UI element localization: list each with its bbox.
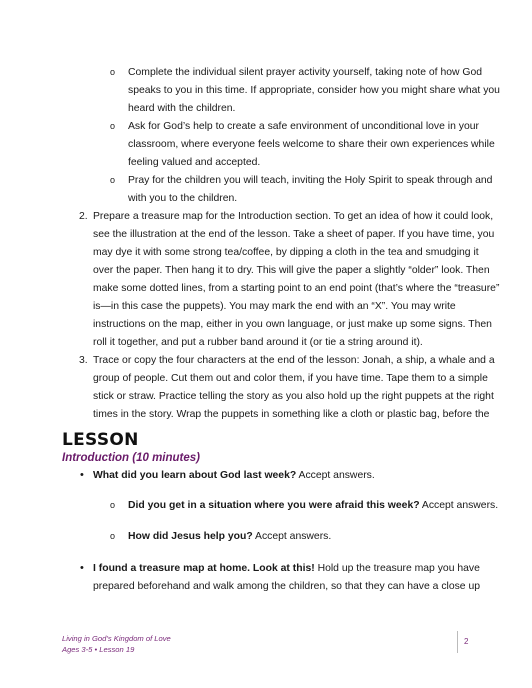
question-rest: Accept answers. <box>252 531 332 542</box>
sub-bullet-marker: o <box>110 531 116 541</box>
question-bold: I found a treasure map at home. Look at this! <box>93 563 315 574</box>
section-subheading: Introduction (10 minutes) <box>62 452 200 464</box>
footer-divider <box>457 631 458 653</box>
question-bold: Did you get in a situation where you were afraid this week? <box>128 500 420 511</box>
sub-bullet-marker: o <box>110 121 116 131</box>
sub-bullet-text: Ask for God’s help to create a safe environment of unconditional love in your <box>128 121 479 132</box>
bullet-marker: • <box>80 469 84 481</box>
section-heading: LESSON <box>62 430 139 450</box>
list-item-text: roll it together, and put a rubber band around it (or tie a string around it). <box>93 337 423 348</box>
question-bold: What did you learn about God last week? <box>93 470 297 481</box>
sub-bullet-text: heard with the children. <box>128 103 236 114</box>
footer-subtitle: Ages 3-5 • Lesson 19 <box>62 645 135 654</box>
list-item-text: over the paper. Then hang it to dry. This will give the paper a slightly “older” look. Then <box>93 265 490 276</box>
sub-bullet-text: speaks to you in this time. If appropriate, consider how you might share what you <box>128 85 500 96</box>
lesson-text: prepared beforehand and walk among the children, so that they can have a close up <box>93 581 481 592</box>
question-rest: Hold up the treasure map you have <box>314 563 480 574</box>
sub-bullet-marker: o <box>110 67 116 77</box>
lesson-question <box>128 499 498 512</box>
list-number: 2. <box>79 211 88 222</box>
sub-bullet-text: Pray for the children you will teach, inviting the Holy Spirit to speak through and <box>128 175 493 186</box>
list-item-text: instructions on the map, either in you own language, or just make up some signs. Then <box>93 319 492 330</box>
lesson-question <box>128 530 331 543</box>
list-item-text: make some dotted lines, from a starting point to an end point (that’s where the “treasure” <box>93 283 500 294</box>
list-item-text: see the illustration at the end of the lesson. Take a sheet of paper. If you have time, you <box>93 229 495 240</box>
list-item-text: is—in this case the puppets). You may mark the end with an “X”. You may write <box>93 301 456 312</box>
question-bold: How did Jesus help you? <box>128 531 253 542</box>
list-item-text: group of people. Cut them out and color them, if you have time. Tape them to a simple <box>93 373 488 384</box>
list-item-text: Prepare a treasure map for the Introduction section. To get an idea of how it could look, <box>93 211 494 222</box>
question-rest: Accept answers. <box>296 470 375 481</box>
page-number: 2 <box>464 637 469 646</box>
list-item-text: Trace or copy the four characters at the end of the lesson: Jonah, a ship, a whale and a <box>93 355 495 366</box>
list-item-text: may dye it with some strong tea/coffee, by dipping a cloth in the tea and smudging it <box>93 247 479 258</box>
list-item-text: stick or straw. Practice telling the story as you also hold up the right puppets at the right <box>93 391 494 402</box>
sub-bullet-marker: o <box>110 500 116 510</box>
list-item-text: times in the story. Wrap the puppets in something like a cloth or plastic bag, before the <box>93 409 490 420</box>
lesson-question <box>93 469 375 482</box>
sub-bullet-marker: o <box>110 175 116 185</box>
sub-bullet-text: classroom, where everyone feels welcome to share their own experiences while <box>128 139 495 150</box>
footer-title: Living in God’s Kingdom of Love <box>62 634 171 643</box>
question-rest: Accept answers. <box>419 500 499 511</box>
list-number: 3. <box>79 355 88 366</box>
bullet-marker: • <box>80 562 84 574</box>
lesson-question <box>93 562 480 575</box>
sub-bullet-text: feeling valued and accepted. <box>128 157 261 168</box>
sub-bullet-text: Complete the individual silent prayer activity yourself, taking note of how God <box>128 67 483 78</box>
sub-bullet-text: with you to the children. <box>128 193 238 204</box>
